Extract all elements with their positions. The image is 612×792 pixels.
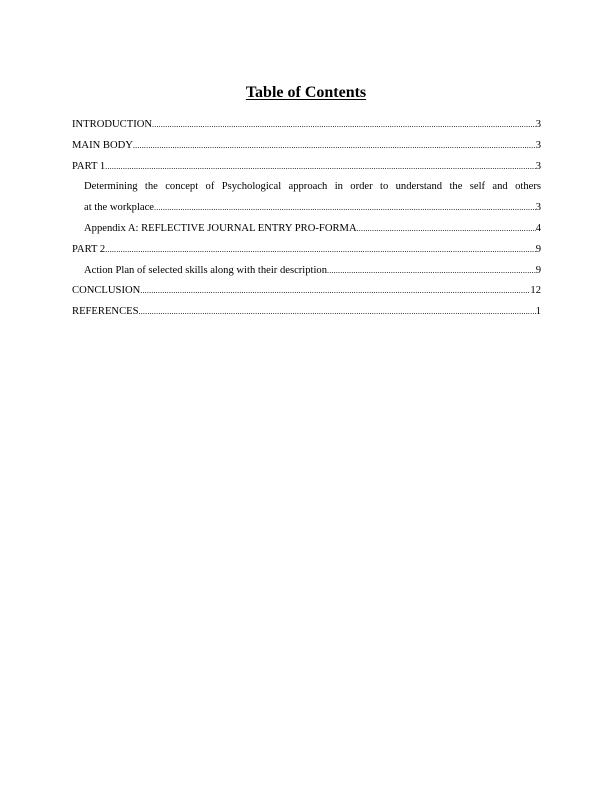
toc-entry-appendix-a[interactable] [72,219,541,240]
toc-page-number: 9 [535,264,541,276]
toc-entry-text: CONCLUSION [72,285,141,297]
toc-entry-text-line2: at the workplace [84,202,155,214]
toc-entry-text: PART 1 [72,160,106,172]
dot-leader [105,157,535,178]
toc-entry-main-body[interactable] [72,136,541,157]
dot-leader [154,198,536,219]
dot-leader [133,136,536,157]
toc-page-number: 9 [535,243,541,255]
toc-page-number: 12 [530,285,541,297]
dot-leader [140,281,530,302]
toc-entry-text: PART 2 [72,243,106,255]
dot-leader [357,219,536,240]
toc-entry-text-line1: Determining the concept of Psychological approach in order to understand the self and others [84,181,541,193]
toc-page-number: 3 [535,119,541,130]
dot-leader [327,261,536,282]
toc-entry-part-1[interactable] [72,157,541,178]
dot-leader [105,240,535,261]
toc-entry-psychological-approach[interactable] [72,177,541,219]
toc-entry-text: Action Plan of selected skills along with their description [84,264,328,276]
page-title: Table of Contents [245,84,367,101]
toc-entry-references[interactable] [72,302,541,323]
toc-entry-introduction[interactable] [72,115,541,136]
toc-entry-part-2[interactable] [72,240,541,261]
toc-page-number: 3 [535,160,541,172]
toc-entry-text: REFERENCES [72,306,139,318]
toc-entry-text: MAIN BODY [72,139,133,151]
dot-leader [139,302,536,323]
table-of-contents [72,115,541,323]
toc-page-number: 3 [535,202,541,214]
toc-page-number: 3 [535,139,541,151]
toc-entry-action-plan[interactable] [72,261,541,282]
dot-leader [152,115,536,136]
toc-entry-conclusion[interactable] [72,281,541,302]
toc-entry-text: Appendix A: REFLECTIVE JOURNAL ENTRY PRO-FORMA [84,222,357,234]
toc-page-number: 4 [535,222,541,234]
toc-page-number: 1 [535,306,541,318]
toc-entry-text: INTRODUCTION [72,119,153,130]
